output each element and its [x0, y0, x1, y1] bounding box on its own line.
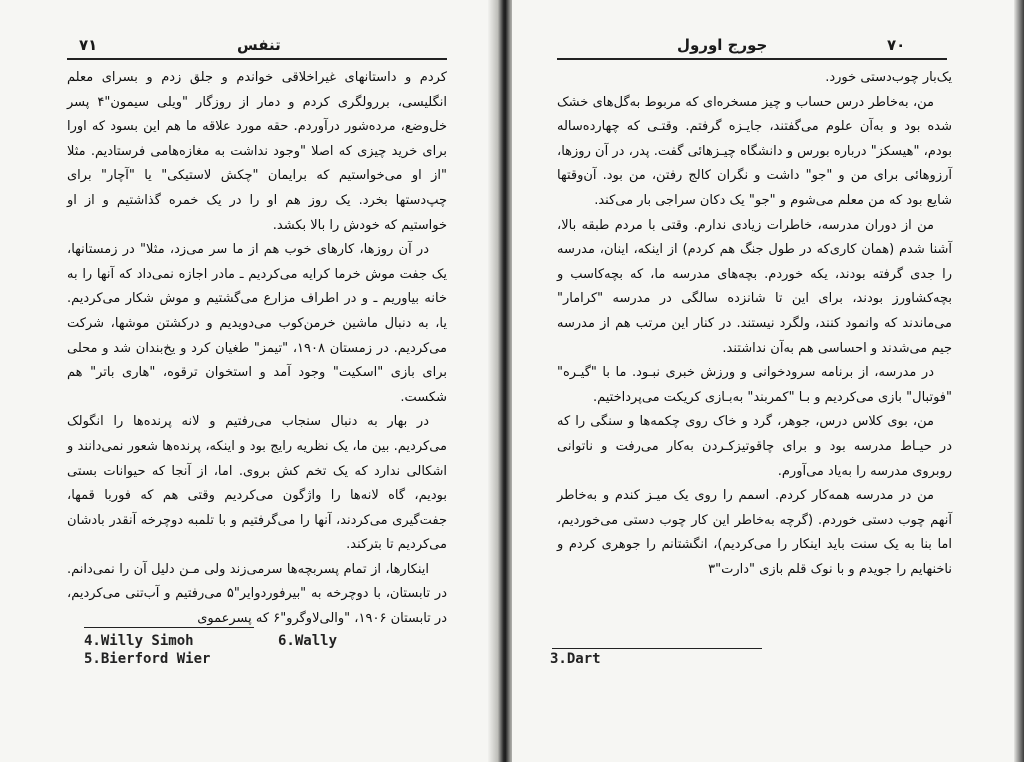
left-paragraph-3: در بهار به دنبال سنجاب می‌رفتیم و لانه پرنده‌ها را انگولک می‌کردیم. بین ما، یک نظریه رایج بود و اینکه، پرنده‌ها شعور نمی‌دانند و اشکالی ندارد که یک تخم کش بروی. اما، از آنجا که حیوانات بستی بودیم، گاه لانه‌ها را واژگون می‌کردیم وقتی هم که فوربا قمها، جفت‌گیری می‌کردند، آنها را می‌گرفتیم و با تلمبه دوچرخه آنقدر بادشان می‌کردیم تا بترکند. [67, 414, 447, 553]
right-footnote-rule [552, 648, 762, 649]
right-page-number: ۷۰ [887, 36, 906, 54]
footnote-4: 4.Willy Simoh [84, 633, 194, 649]
footnote-5: 5.Bierford Wier [84, 651, 211, 667]
left-page-body [67, 66, 447, 632]
page-edge-shadow [1014, 0, 1024, 762]
right-paragraph-2: من، به‌خاطر درس حساب و چیز مسخره‌ای که مربوط به‌گل‌های خشک شده بود و به‌آن علوم می‌گفتند، جایـزه گرفتم. وقتـی که چهارده‌ساله بودم، "هیسکز" درباره بورس و دانشگاه چیـزهائی گفت. پدر، در آن روزها، آرزوهائی برای من و "جو" داشت و نگران کالج رفتن، من بود. آن‌وقتها شایع بود که من معلم می‌شوم و "جو" یک دکان سراجی بار می‌کند. [557, 94, 952, 208]
left-page-number: ۷۱ [79, 36, 98, 54]
right-page-body [557, 66, 952, 582]
left-footnote-rule [84, 627, 254, 628]
right-paragraph-3: من از دوران مدرسه، خاطرات زیادی ندارم. وقتی با مردم طبقه بالا، آشنا شدم (همان کاری‌که در طول جنگ هم کردم) از اینکه، اینان، مدرسه را جدی گرفته بودند، یکه خوردم. بچه‌های مدرسه ما، که بچه‌کاسب و بچه‌کشاورز بودند، برای این تا شانزده سالگی در مدرسه "کرامار" می‌ماندند که وانمود کنند، ولگرد نیستند. در کنار این مرتب هم از مدرسه جیم می‌شدند و احساسی هم به‌آن نداشتند. [557, 217, 952, 356]
right-running-title: جورج اورول [677, 36, 768, 54]
left-page-header [67, 34, 447, 60]
footnote-3: 3.Dart [550, 651, 601, 667]
left-paragraph-4: اینکارها، از تمام پسربچه‌ها سرمی‌زند ولی مـن دلیل آن را نمی‌دانم. در تابستان، با دوچرخه به "بیرفوردوایر"۵ می‌رفتیم و آب‌تنی می‌کردیم، در تابستان ۱۹۰۶، "والی‌لاوگرو"۶ که پسرعموی [67, 561, 447, 627]
right-paragraph-5: من، بوی کلاس درس، جوهر، گرد و خاک روی چکمه‌ها و سنگی را که در حیـاط مدرسه بود و برای چاقوتیزکـردن به‌کار می‌رفت و ناتوانی روبروی مدرسه را به‌یاد می‌آورم. [557, 414, 952, 479]
footnote-6: 6.Wally [278, 633, 338, 649]
left-paragraph-1: کردم و داستانهای غیراخلاقی خواندم و جلق زدم و بسرای معلم انگلیسی، بررولگری کردم و دمار از روزگار "ویلی سیمون"۴ پسر خل‌وضع، مرده‌شور درآوردم. حقه مورد علاقه ما هم این بسود که اورا برای خرید چیزی که اصلا "وجود نداشت به مغازه‌هامی فرستادیم. مثلا "از او می‌خواستیم که برایمان "چکش لاستیکی" یا "آچار" برای چپ‌دستها بخرد. یک روز هم او را در یک خمره گذاشتیم و از او خواستیم که خودش را بالا بکشد. [67, 70, 447, 233]
right-paragraph-6: من در مدرسه همه‌کار کردم. اسمم را روی یک میـز کندم و به‌خاطر آنهم چوب دستی خوردم. (گرچه به‌خاطر این کار چوب دستی می‌خوردیم، اما بنا به یک سنت باید اینکار را می‌کردیم)، انگشتانم را جوهری کردم و ناخنهایم را جویدم و با نوک قلم بازی "دارت"۳ [557, 488, 952, 577]
right-paragraph-4: در مدرسه، از برنامه سرودخوانی و ورزش خبری نبـود. ما با "گیـره" "فوتبال" بازی می‌کردیم و بـا "کمربند" به‌بـازی کریکت می‌پرداختیم. [557, 365, 952, 405]
right-paragraph-1: یک‌بار چوب‌دستی خورد. [825, 70, 952, 85]
right-page [512, 0, 1024, 762]
right-page-header [557, 34, 947, 60]
left-running-title: تنفس [237, 36, 281, 54]
left-page [0, 0, 500, 762]
left-paragraph-2: در آن روزها، کارهای خوب هم از ما سر می‌زد، مثلا" در زمستانها، یک جفت موش خرما کرایه می‌کردیم ـ مادر اجازه نمی‌داد که آنها را به خانه بیاوریم ـ و در اطراف مزارع می‌گشتیم و موش شکار می‌کردیم. یا، به دنبال ماشین خرمن‌کوب می‌دویدیم و درکشتن موشها، شرکت می‌کردیم. در زمستان ۱۹۰۸، "تیمز" طغیان کرد و یخ‌بندان شد و محلی برای بازی "اسکیت" وجود آمد و استخوان ترقوه، "هاری باتر" هم شکست. [67, 242, 447, 405]
